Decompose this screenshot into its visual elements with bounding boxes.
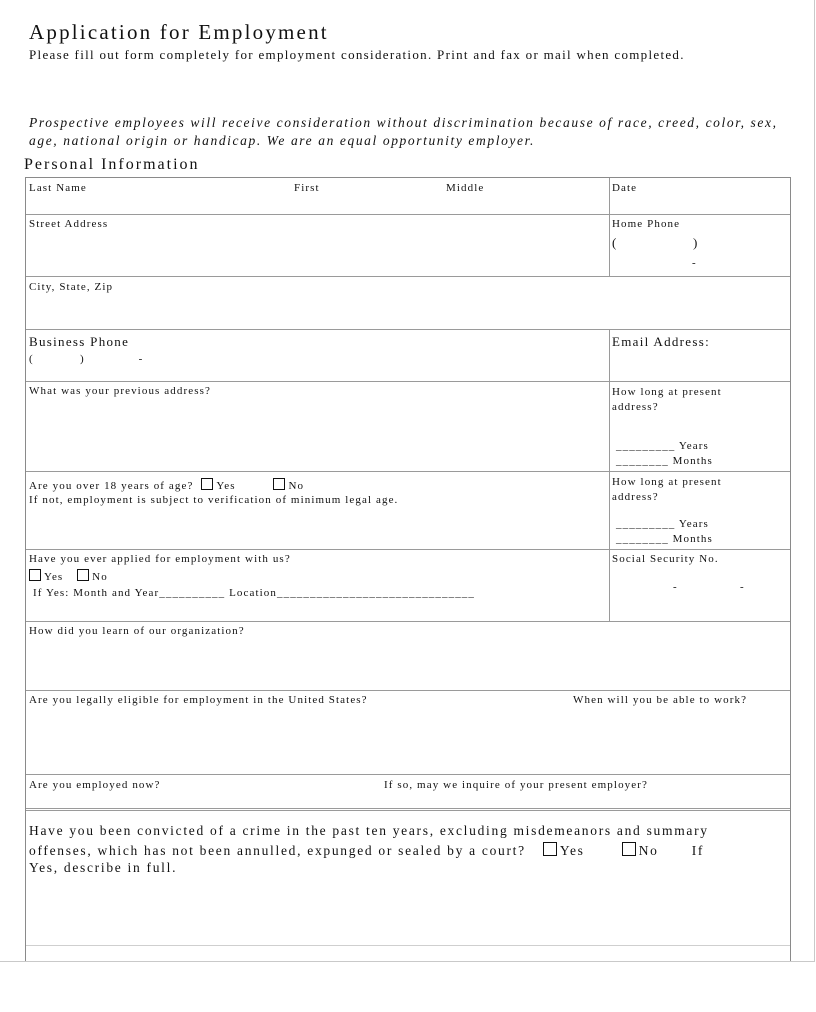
employed-now-label: Are you employed now? xyxy=(29,779,161,791)
middle-name-label: Middle xyxy=(446,182,485,194)
ssn-label: Social Security No. xyxy=(612,553,719,565)
age-no-label: No xyxy=(288,480,305,492)
row-divider xyxy=(26,690,790,691)
age-yes-checkbox[interactable] xyxy=(201,478,213,490)
column-divider xyxy=(609,178,610,276)
conviction-question-line3: Yes, describe in full. xyxy=(29,860,178,875)
learn-org-label: How did you learn of our organization? xyxy=(29,625,245,637)
row-divider xyxy=(26,808,790,811)
conviction-no-checkbox[interactable] xyxy=(622,842,636,856)
home-phone-label: Home Phone xyxy=(612,218,681,230)
row-divider xyxy=(26,621,790,622)
email-address-label: Email Address: xyxy=(612,334,710,349)
row-divider xyxy=(26,329,790,330)
row-divider xyxy=(26,549,790,550)
row-divider xyxy=(26,471,790,472)
row-divider xyxy=(26,774,790,775)
previous-address-label: What was your previous address? xyxy=(29,385,211,397)
city-state-zip-label: City, State, Zip xyxy=(29,281,114,293)
applied-before-options xyxy=(29,569,108,583)
age-no-checkbox[interactable] xyxy=(273,478,285,490)
ssn-dash-1: - xyxy=(673,581,678,593)
when-work-label: When will you be able to work? xyxy=(573,694,748,706)
how-long-address-label-2: How long at present address? xyxy=(612,476,722,503)
months-field-2: ________ Months xyxy=(616,533,713,545)
months-field: ________ Months xyxy=(616,455,713,467)
home-phone-dash: - xyxy=(692,257,697,269)
inquire-employer-label: If so, may we inquire of your present employer? xyxy=(384,779,648,791)
applied-no-label: No xyxy=(92,571,108,583)
column-divider xyxy=(609,329,610,621)
business-phone-format: ( ) - xyxy=(29,353,144,365)
ssn-dash-2: - xyxy=(740,581,745,593)
applied-yes-checkbox[interactable] xyxy=(29,569,41,581)
row-divider xyxy=(26,381,790,382)
age-question-text: Are you over 18 years of age? xyxy=(29,480,194,492)
home-phone-paren-open: ( xyxy=(612,235,618,250)
page-title: Application for Employment xyxy=(29,20,329,44)
legally-eligible-label: Are you legally eligible for employment in the United States? xyxy=(29,694,368,706)
conviction-no-label: No xyxy=(638,843,659,858)
personal-info-form xyxy=(25,177,791,962)
last-name-label: Last Name xyxy=(29,182,87,194)
how-long-address-label: How long at present address? xyxy=(612,386,722,413)
business-phone-label: Business Phone xyxy=(29,334,130,349)
street-address-label: Street Address xyxy=(29,218,109,230)
home-phone-paren-close: ) xyxy=(693,235,699,250)
years-field-2: _________ Years xyxy=(616,518,709,530)
first-name-label: First xyxy=(294,182,320,194)
age-question xyxy=(29,478,304,492)
row-divider xyxy=(26,276,790,277)
applied-yes-label: Yes xyxy=(44,571,64,583)
applied-no-checkbox[interactable] xyxy=(77,569,89,581)
conviction-if-text: If xyxy=(691,843,705,858)
age-yes-label: Yes xyxy=(216,480,236,492)
conviction-question-line1: Have you been convicted of a crime in the past ten years, excluding misdemeanors and summary xyxy=(29,823,709,838)
date-label: Date xyxy=(612,182,638,194)
age-note: If not, employment is subject to verification of minimum legal age. xyxy=(29,494,399,506)
applied-before-label: Have you ever applied for employment with us? xyxy=(29,553,291,565)
conviction-question-line2 xyxy=(29,842,704,859)
intro-text: Please fill out form completely for employment consideration. Print and fax or mail when completed. xyxy=(29,47,685,62)
conviction-yes-label: Yes xyxy=(559,843,585,858)
if-yes-line: If Yes: Month and Year__________ Location______________________________ xyxy=(33,587,476,599)
conviction-yes-checkbox[interactable] xyxy=(543,842,557,856)
eeo-notice: Prospective employees will receive consideration without discrimination because of race, creed, color, sex, age, national origin or handicap. We are an equal opportunity employer. xyxy=(29,115,778,148)
years-field: _________ Years xyxy=(616,440,709,452)
row-divider xyxy=(26,214,790,215)
conviction-question-text: offenses, which has not been annulled, expunged or sealed by a court? xyxy=(29,843,526,858)
section-title: Personal Information xyxy=(24,156,200,173)
row-divider xyxy=(26,945,790,946)
